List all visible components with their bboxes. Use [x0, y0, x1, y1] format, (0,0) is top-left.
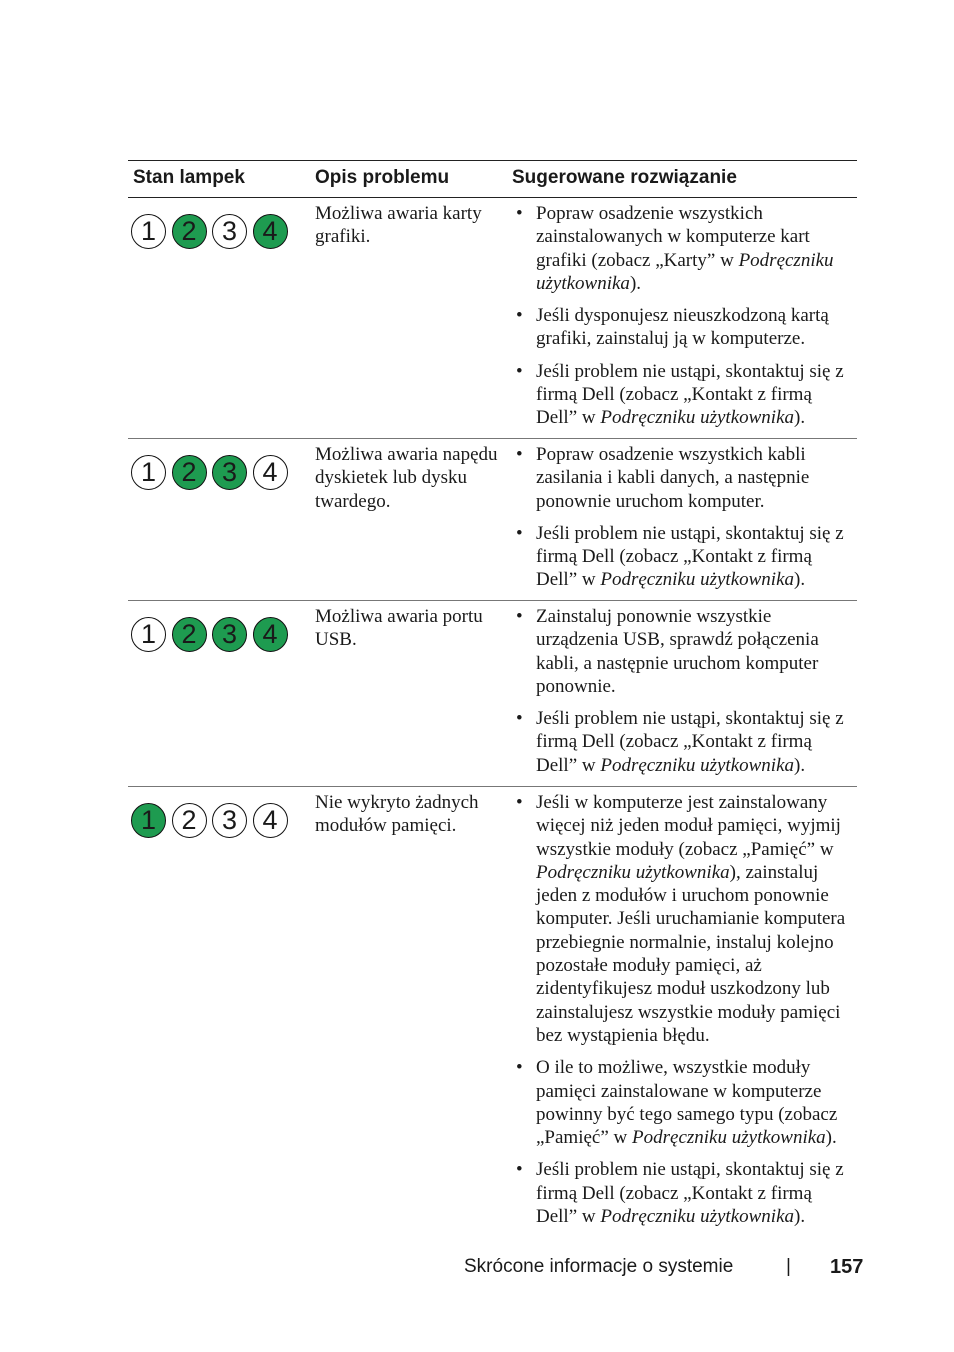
solution-item — [516, 1158, 852, 1228]
light-2-on-icon: 2 — [172, 455, 207, 490]
problem-description: Możliwa awaria napędu dyskietek lub dysku twardego. — [315, 444, 498, 512]
solution-list — [516, 605, 852, 786]
light-3-on-icon: 3 — [212, 617, 247, 652]
bullet-icon: • — [516, 1159, 523, 1181]
solution-item — [516, 1056, 852, 1149]
solution-item — [516, 522, 852, 592]
light-4-off-icon: 4 — [253, 455, 288, 490]
solution-item — [516, 360, 852, 430]
table-row — [128, 439, 857, 601]
solution-text: Zainstaluj ponownie wszystkie urządzenia USB, sprawdź połączenia kabli, a następnie uruchom komputer ponownie. — [536, 606, 819, 697]
bullet-icon: • — [516, 203, 523, 224]
solution-list — [516, 443, 852, 601]
solution-text: Jeśli problem nie ustąpi, skontaktuj się z firmą Dell (zobacz „Kontakt z firmą Dell” w — [536, 708, 844, 776]
diagnostic-lights-table — [128, 160, 857, 1227]
solution-list — [516, 791, 852, 1237]
page-number: 157 — [830, 1256, 864, 1278]
solution-list — [516, 202, 852, 439]
solution-text: Popraw osadzenie wszystkich zainstalowanych w komputerze kart grafiki (zobacz „Karty” w — [536, 203, 810, 271]
table-body — [128, 198, 857, 1227]
light-2-on-icon: 2 — [172, 214, 207, 249]
solution-text-end: ). — [794, 754, 806, 776]
manual-reference: Podręczniku użytkownika — [632, 1127, 826, 1149]
table-header — [128, 160, 857, 198]
solution-text: Jeśli w komputerze jest zainstalowany więcej niż jeden moduł pamięci, wyjmij wszystkie moduły (zobacz „Pamięć” w — [536, 792, 841, 860]
footer-section-title: Skrócone informacje o systemie — [464, 1256, 734, 1277]
manual-reference: Podręczniku użytkownika — [536, 249, 834, 294]
manual-reference: Podręczniku użytkownika — [600, 569, 795, 591]
manual-reference: Podręczniku użytkownika — [600, 1206, 795, 1228]
solution-text: Jeśli problem nie ustąpi, skontaktuj się z firmą Dell (zobacz „Kontakt z firmą Dell” w — [536, 1159, 844, 1228]
solution-text: Jeśli dysponujesz nieuszkodzoną kartą grafiki, zainstaluj ją w komputerze. — [536, 305, 829, 350]
light-2-on-icon: 2 — [172, 617, 207, 652]
header-light-status: Stan lampek — [133, 167, 245, 188]
bullet-icon: • — [516, 792, 523, 813]
header-suggested-solution: Sugerowane rozwiązanie — [512, 167, 737, 188]
footer-separator: | — [786, 1256, 791, 1277]
light-4-off-icon: 4 — [253, 803, 288, 838]
solution-text-end: ). — [825, 1127, 837, 1149]
light-1-off-icon: 1 — [131, 455, 166, 490]
manual-reference: Podręczniku użytkownika — [600, 407, 795, 429]
solution-item — [516, 202, 852, 295]
light-1-off-icon: 1 — [131, 214, 166, 249]
solution-text-end: ). — [794, 407, 806, 429]
solution-text: Jeśli problem nie ustąpi, skontaktuj się z firmą Dell (zobacz „Kontakt z firmą Dell” w — [536, 522, 844, 591]
problem-description: Możliwa awaria portu USB. — [315, 606, 483, 651]
light-4-on-icon: 4 — [253, 214, 288, 249]
light-3-on-icon: 3 — [212, 455, 247, 490]
solution-text: Popraw osadzenie wszystkich kabli zasilania i kabli danych, a następnie ponownie uruchom komputer. — [536, 444, 810, 512]
bullet-icon: • — [516, 606, 523, 627]
manual-reference: Podręczniku użytkownika — [536, 861, 730, 883]
bullet-icon: • — [516, 360, 523, 382]
problem-description: Nie wykryto żadnych modułów pamięci. — [315, 792, 479, 837]
solution-text-end: ). — [629, 272, 642, 294]
bullet-icon: • — [516, 522, 523, 544]
table-row — [128, 787, 857, 1227]
light-1-on-icon: 1 — [131, 803, 166, 838]
solution-text-end: ), zainstaluj jeden z modułów i uruchom ponownie komputer. Jeśli uruchamianie komputera przebiegnie normalnie, instaluj kolejno pozostałe moduły pamięci, aż zidentyfikujesz moduł uszkodzony lub zainstalujesz wszystkie moduły pamięci bez wystąpienia błędu. — [536, 861, 846, 1046]
light-3-off-icon: 3 — [212, 214, 247, 249]
solution-text-end: ). — [794, 569, 806, 591]
bullet-icon: • — [516, 444, 523, 465]
solution-text: O ile to możliwe, wszystkie moduły pamięci zainstalowane w komputerze powinny być tego samego typu (zobacz „Pamięć” w — [536, 1057, 838, 1149]
light-2-off-icon: 2 — [172, 803, 207, 838]
light-3-off-icon: 3 — [212, 803, 247, 838]
light-1-off-icon: 1 — [131, 617, 166, 652]
table-row — [128, 198, 857, 439]
solution-item — [516, 304, 852, 351]
bullet-icon: • — [516, 305, 523, 327]
solution-text-end: ). — [794, 1206, 806, 1228]
header-problem-description: Opis problemu — [315, 167, 450, 188]
light-4-on-icon: 4 — [253, 617, 288, 652]
solution-item — [516, 605, 852, 698]
solution-item — [516, 443, 852, 513]
problem-description: Możliwa awaria karty grafiki. — [315, 203, 482, 248]
bullet-icon: • — [516, 708, 523, 730]
solution-text: Jeśli problem nie ustąpi, skontaktuj się z firmą Dell (zobacz „Kontakt z firmą Dell” w — [536, 360, 844, 429]
solution-item — [516, 707, 852, 777]
table-row — [128, 601, 857, 787]
bullet-icon: • — [516, 1057, 523, 1079]
manual-reference: Podręczniku użytkownika — [600, 754, 795, 776]
solution-item — [516, 791, 852, 1047]
